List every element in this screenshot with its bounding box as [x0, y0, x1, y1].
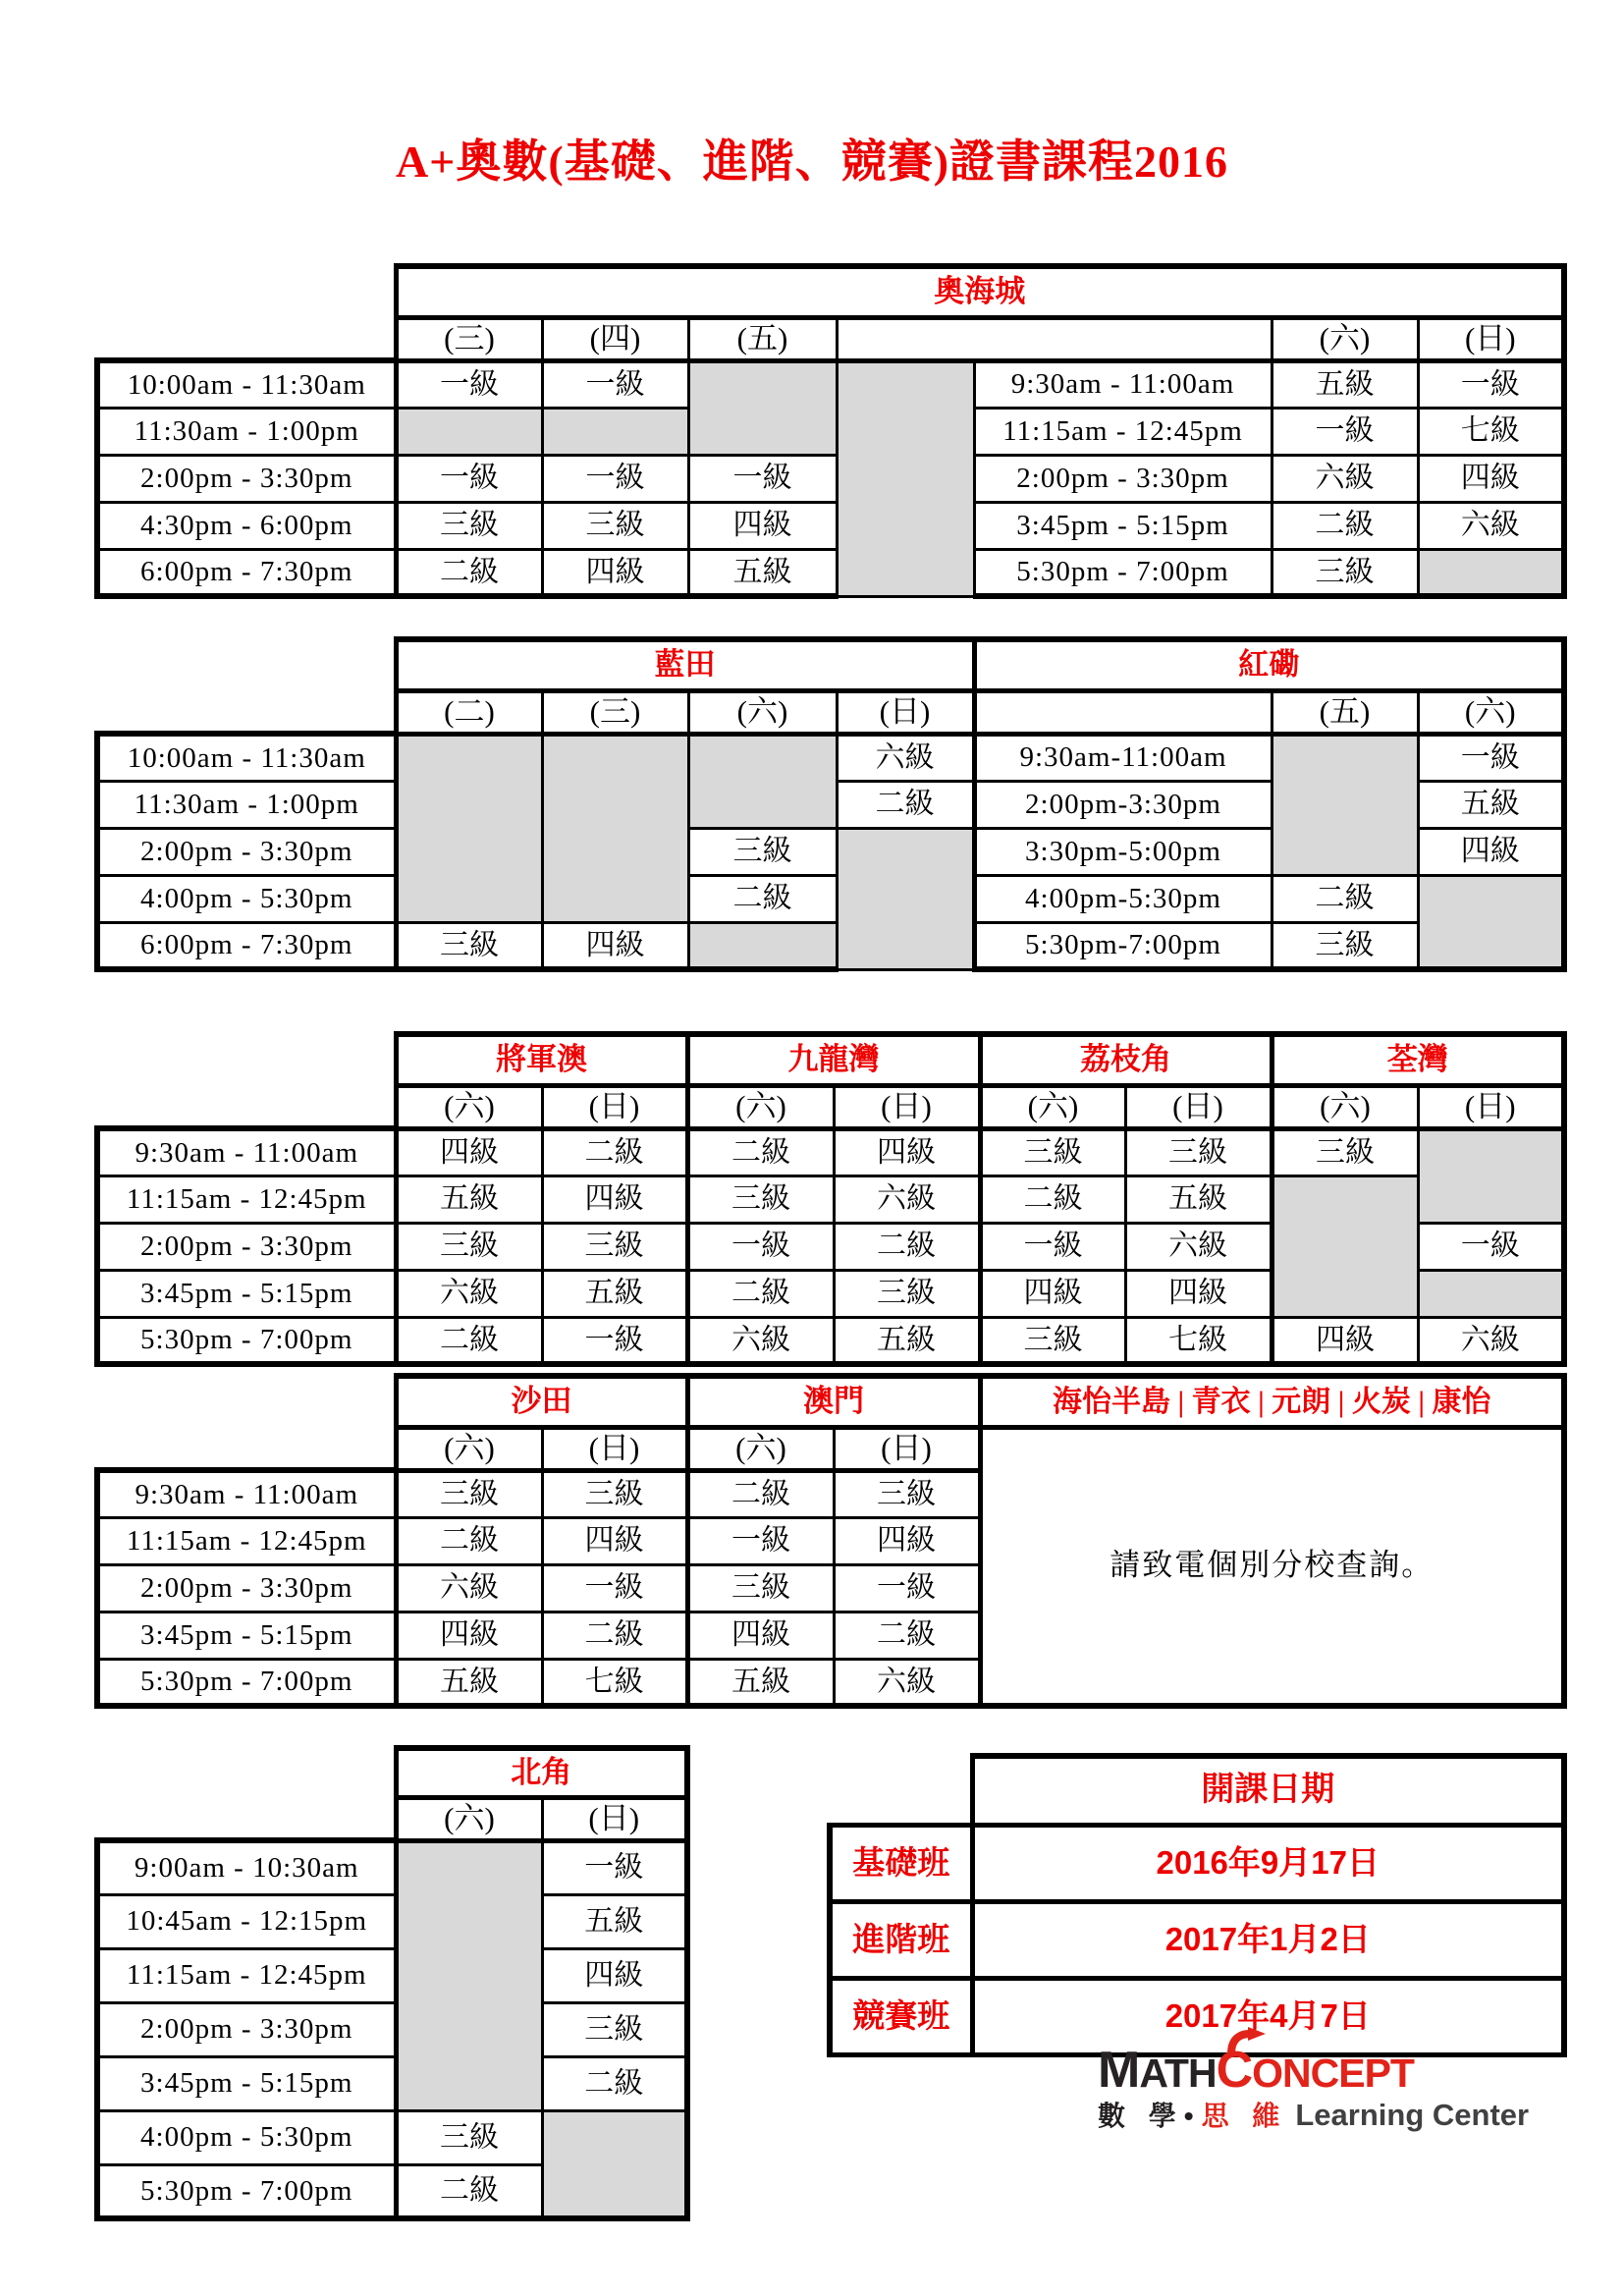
level-cell: 一級	[687, 1517, 834, 1564]
empty-cell	[1272, 734, 1418, 875]
level-cell: 三級	[396, 1470, 542, 1517]
level-cell: 一級	[542, 455, 688, 502]
level-cell: 三級	[834, 1470, 980, 1517]
mathconcept-logo	[1098, 2042, 1559, 2132]
level-cell: 一級	[396, 455, 542, 502]
corner-blank	[97, 690, 396, 734]
day-header: (六)	[980, 1085, 1125, 1128]
day-header: (六)	[1418, 690, 1564, 734]
location-title: 奧海城	[396, 266, 1564, 317]
level-cell: 三級	[688, 828, 837, 875]
course-start-date: 2016年9月17日	[972, 1825, 1564, 1901]
location-title: 荔枝角	[980, 1034, 1272, 1085]
level-cell: 一級	[542, 360, 688, 408]
time-cell: 10:00am - 11:30am	[97, 734, 396, 781]
location-title: 北角	[396, 1748, 687, 1797]
level-cell: 七級	[542, 1659, 687, 1706]
time-cell: 11:30am - 1:00pm	[97, 781, 396, 828]
time-cell: 2:00pm - 3:30pm	[97, 1223, 396, 1270]
time-cell: 4:30pm - 6:00pm	[97, 502, 396, 549]
day-header: (六)	[688, 690, 837, 734]
level-cell: 三級	[687, 1564, 834, 1612]
logo-text: C	[1216, 2042, 1253, 2099]
level-cell: 五級	[396, 1175, 542, 1223]
level-cell: 三級	[1272, 1128, 1418, 1175]
day-header-blank	[974, 690, 1272, 734]
level-cell: 四級	[1272, 1317, 1418, 1364]
day-header: (四)	[542, 317, 688, 360]
level-cell: 二級	[834, 1223, 980, 1270]
note-cell: 請致電個別分校查詢。	[980, 1427, 1564, 1706]
level-cell: 四級	[542, 1948, 687, 2002]
time-cell: 5:30pm-7:00pm	[974, 922, 1272, 969]
time-cell: 5:30pm - 7:00pm	[97, 2164, 396, 2218]
time-cell: 2:00pm - 3:30pm	[974, 455, 1272, 502]
level-cell: 四級	[688, 502, 837, 549]
day-header: (六)	[1272, 317, 1418, 360]
start-dates-table	[827, 1753, 1567, 2057]
level-cell: 五級	[396, 1659, 542, 1706]
logo-text: ONCEPT	[1252, 2050, 1414, 2096]
empty-cell	[688, 360, 837, 455]
level-cell: 五級	[542, 1894, 687, 1948]
level-cell: 二級	[542, 2056, 687, 2110]
level-cell: 三級	[396, 2110, 542, 2164]
time-cell: 10:45am - 12:15pm	[97, 1894, 396, 1948]
day-header: (日)	[1418, 317, 1564, 360]
location-title: 沙田	[396, 1376, 687, 1427]
level-cell: 四級	[834, 1128, 980, 1175]
level-cell: 三級	[980, 1128, 1125, 1175]
level-cell: 四級	[1418, 455, 1564, 502]
empty-cell	[542, 408, 688, 455]
level-cell: 二級	[837, 781, 974, 828]
level-cell: 二級	[1272, 502, 1418, 549]
time-cell: 11:15am - 12:45pm	[974, 408, 1272, 455]
day-header: (六)	[687, 1427, 834, 1470]
course-type-label: 進階班	[830, 1901, 972, 1978]
level-cell: 三級	[834, 1270, 980, 1317]
level-cell: 一級	[542, 1840, 687, 1894]
time-cell: 2:00pm - 3:30pm	[97, 2002, 396, 2056]
logo-text: M	[1098, 2042, 1140, 2099]
empty-cell	[396, 734, 542, 922]
logo-cjk-black: 數 學	[1098, 2101, 1184, 2131]
level-cell: 六級	[687, 1317, 834, 1364]
empty-cell	[396, 408, 542, 455]
time-cell: 4:00pm - 5:30pm	[97, 2110, 396, 2164]
day-header: (六)	[396, 1797, 542, 1840]
location-title: 藍田	[396, 639, 974, 690]
course-start-date: 2017年4月7日	[972, 1978, 1564, 2054]
schedule-table-north-point	[94, 1745, 690, 2221]
corner-blank	[830, 1756, 972, 1825]
time-cell: 2:00pm - 3:30pm	[97, 828, 396, 875]
course-type-label: 競賽班	[830, 1978, 972, 2054]
corner-blank	[97, 317, 396, 360]
empty-cell	[1272, 1175, 1418, 1317]
day-header: (日)	[542, 1427, 687, 1470]
location-title: 澳門	[687, 1376, 980, 1427]
time-cell: 10:00am - 11:30am	[97, 360, 396, 408]
level-cell: 五級	[688, 549, 837, 596]
day-header: (日)	[837, 690, 974, 734]
level-cell: 四級	[687, 1612, 834, 1659]
level-cell: 一級	[1418, 1223, 1564, 1270]
time-cell: 3:30pm-5:00pm	[974, 828, 1272, 875]
corner-blank	[97, 1748, 396, 1797]
level-cell: 二級	[396, 1317, 542, 1364]
time-cell: 11:15am - 12:45pm	[97, 1175, 396, 1223]
level-cell: 一級	[834, 1564, 980, 1612]
location-title: 荃灣	[1272, 1034, 1564, 1085]
empty-cell	[1418, 1128, 1564, 1223]
time-cell: 5:30pm - 7:00pm	[974, 549, 1272, 596]
level-cell: 一級	[688, 455, 837, 502]
time-cell: 9:30am - 11:00am	[97, 1470, 396, 1517]
level-cell: 三級	[396, 922, 542, 969]
level-cell: 二級	[542, 1612, 687, 1659]
level-cell: 四級	[834, 1517, 980, 1564]
time-cell: 2:00pm-3:30pm	[974, 781, 1272, 828]
day-header: (日)	[1418, 1085, 1564, 1128]
level-cell: 二級	[687, 1128, 834, 1175]
level-cell: 三級	[542, 2002, 687, 2056]
time-cell: 5:30pm - 7:00pm	[97, 1659, 396, 1706]
corner-blank	[97, 1376, 396, 1427]
time-cell: 3:45pm - 5:15pm	[97, 1270, 396, 1317]
level-cell: 六級	[1125, 1223, 1272, 1270]
level-cell: 四級	[396, 1128, 542, 1175]
day-header: (日)	[834, 1427, 980, 1470]
schedule-table-shatin-macau	[94, 1373, 1567, 1709]
level-cell: 六級	[837, 734, 974, 781]
time-cell: 2:00pm - 3:30pm	[97, 1564, 396, 1612]
level-cell: 四級	[542, 549, 688, 596]
dates-header: 開課日期	[972, 1756, 1564, 1825]
page-title: A+奧數(基礎、進階、競賽)證書課程2016	[395, 137, 1229, 187]
time-cell: 4:00pm-5:30pm	[974, 875, 1272, 922]
level-cell: 四級	[396, 1612, 542, 1659]
level-cell: 二級	[542, 1128, 687, 1175]
time-cell: 4:00pm - 5:30pm	[97, 875, 396, 922]
level-cell: 五級	[1418, 781, 1564, 828]
corner-blank	[97, 1797, 396, 1840]
level-cell: 一級	[980, 1223, 1125, 1270]
time-cell: 9:30am - 11:00am	[974, 360, 1272, 408]
level-cell: 五級	[687, 1659, 834, 1706]
time-cell: 9:00am - 10:30am	[97, 1840, 396, 1894]
logo-wordmark	[1098, 2042, 1559, 2099]
level-cell: 三級	[542, 502, 688, 549]
level-cell: 四級	[980, 1270, 1125, 1317]
day-header: (日)	[542, 1085, 687, 1128]
level-cell: 二級	[687, 1470, 834, 1517]
level-cell: 二級	[980, 1175, 1125, 1223]
level-cell: 一級	[542, 1317, 687, 1364]
level-cell: 七級	[1125, 1317, 1272, 1364]
corner-blank	[97, 639, 396, 690]
day-header: (二)	[396, 690, 542, 734]
level-cell: 三級	[396, 1223, 542, 1270]
location-title: 九龍灣	[687, 1034, 980, 1085]
empty-cell	[1418, 875, 1564, 969]
schedule-table-lamtin-hunghom	[94, 636, 1567, 972]
time-cell: 3:45pm - 5:15pm	[97, 2056, 396, 2110]
level-cell: 七級	[1418, 408, 1564, 455]
day-header: (日)	[542, 1797, 687, 1840]
empty-cell	[688, 922, 837, 969]
level-cell: 六級	[1418, 502, 1564, 549]
level-cell: 五級	[542, 1270, 687, 1317]
level-cell: 一級	[1272, 408, 1418, 455]
course-start-date: 2017年1月2日	[972, 1901, 1564, 1978]
time-cell: 3:45pm - 5:15pm	[974, 502, 1272, 549]
level-cell: 二級	[396, 1517, 542, 1564]
empty-cell	[1418, 1270, 1564, 1317]
level-cell: 五級	[1125, 1175, 1272, 1223]
corner-blank	[97, 266, 396, 317]
location-title: 紅磡	[974, 639, 1564, 690]
level-cell: 一級	[542, 1564, 687, 1612]
level-cell: 二級	[396, 549, 542, 596]
day-header: (日)	[1125, 1085, 1272, 1128]
level-cell: 一級	[1418, 360, 1564, 408]
level-cell: 二級	[834, 1612, 980, 1659]
logo-cjk-red: 思 維	[1201, 2101, 1288, 2131]
day-header: (六)	[396, 1427, 542, 1470]
level-cell: 六級	[396, 1270, 542, 1317]
level-cell: 一級	[396, 360, 542, 408]
empty-cell	[837, 828, 974, 969]
corner-blank	[97, 1034, 396, 1085]
level-cell: 四級	[1418, 828, 1564, 875]
level-cell: 五級	[834, 1317, 980, 1364]
level-cell: 三級	[980, 1317, 1125, 1364]
logo-text: ATH	[1139, 2050, 1217, 2096]
empty-cell	[688, 734, 837, 828]
level-cell: 二級	[688, 875, 837, 922]
day-header: (六)	[687, 1085, 834, 1128]
day-header-blank	[837, 317, 1272, 360]
logo-dot: •	[1183, 2101, 1202, 2131]
empty-cell	[1418, 549, 1564, 596]
time-cell: 6:00pm - 7:30pm	[97, 922, 396, 969]
empty-cell	[396, 1840, 542, 2110]
schedule-table-tko-kb-lck-tw	[94, 1031, 1567, 1367]
logo-learning-center: Learning Center	[1295, 2098, 1530, 2132]
level-cell: 三級	[542, 1223, 687, 1270]
level-cell: 五級	[1272, 360, 1418, 408]
day-header: (日)	[834, 1085, 980, 1128]
time-cell: 9:30am-11:00am	[974, 734, 1272, 781]
day-header: (六)	[1272, 1085, 1418, 1128]
time-cell: 11:15am - 12:45pm	[97, 1948, 396, 2002]
empty-spacer	[837, 360, 974, 596]
logo-tagline	[1098, 2100, 1559, 2130]
level-cell: 三級	[396, 502, 542, 549]
time-cell: 2:00pm - 3:30pm	[97, 455, 396, 502]
empty-cell	[542, 2110, 687, 2218]
time-cell: 6:00pm - 7:30pm	[97, 549, 396, 596]
level-cell: 四級	[542, 1175, 687, 1223]
day-header: (六)	[396, 1085, 542, 1128]
time-cell: 5:30pm - 7:00pm	[97, 1317, 396, 1364]
level-cell: 六級	[1272, 455, 1418, 502]
day-header: (五)	[688, 317, 837, 360]
logo-arrow-icon	[1226, 2027, 1266, 2054]
empty-cell	[542, 734, 688, 922]
level-cell: 一級	[1418, 734, 1564, 781]
level-cell: 六級	[396, 1564, 542, 1612]
level-cell: 二級	[1272, 875, 1418, 922]
level-cell: 二級	[687, 1270, 834, 1317]
corner-blank	[97, 1085, 396, 1128]
time-cell: 3:45pm - 5:15pm	[97, 1612, 396, 1659]
day-header: (三)	[542, 690, 688, 734]
level-cell: 四級	[542, 922, 688, 969]
day-header: (三)	[396, 317, 542, 360]
level-cell: 三級	[1272, 549, 1418, 596]
level-cell: 一級	[687, 1223, 834, 1270]
time-cell: 11:15am - 12:45pm	[97, 1517, 396, 1564]
other-locations-title: 海怡半島 | 青衣 | 元朗 | 火炭 | 康怡	[980, 1376, 1564, 1427]
level-cell: 四級	[542, 1517, 687, 1564]
course-type-label: 基礎班	[830, 1825, 972, 1901]
location-title: 將軍澳	[396, 1034, 687, 1085]
level-cell: 六級	[1418, 1317, 1564, 1364]
level-cell: 三級	[1125, 1128, 1272, 1175]
level-cell: 三級	[687, 1175, 834, 1223]
day-header: (五)	[1272, 690, 1418, 734]
schedule-table-olympian-city	[94, 263, 1567, 599]
time-cell: 11:30am - 1:00pm	[97, 408, 396, 455]
level-cell: 六級	[834, 1175, 980, 1223]
time-cell: 9:30am - 11:00am	[97, 1128, 396, 1175]
level-cell: 三級	[1272, 922, 1418, 969]
corner-blank	[97, 1427, 396, 1470]
level-cell: 二級	[396, 2164, 542, 2218]
level-cell: 三級	[542, 1470, 687, 1517]
level-cell: 四級	[1125, 1270, 1272, 1317]
level-cell: 六級	[834, 1659, 980, 1706]
